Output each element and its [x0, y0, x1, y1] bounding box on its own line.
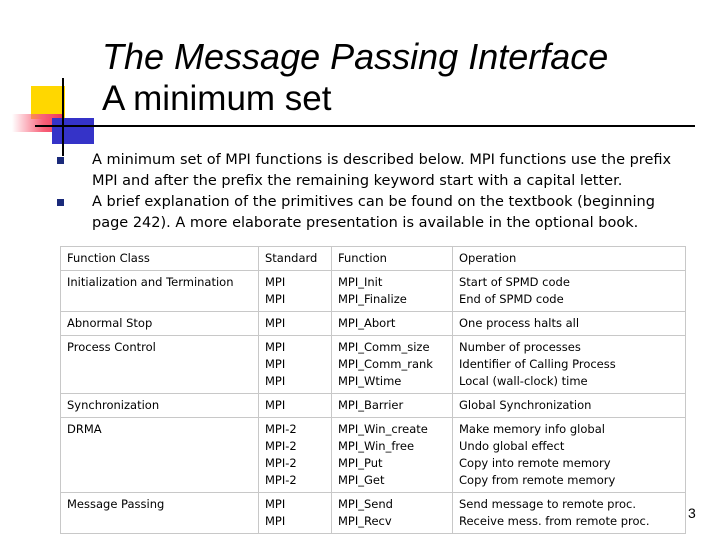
- cell-function-line: MPI_Barrier: [338, 398, 404, 412]
- cell-standard-line: MPI-2: [265, 473, 297, 487]
- table-row: [61, 312, 686, 336]
- cell-operation: [453, 394, 686, 418]
- cell-standard-line: MPI: [265, 340, 286, 354]
- cell-standard-line: MPI-2: [265, 456, 297, 470]
- cell-operation: [453, 418, 686, 493]
- cell-function: [332, 418, 453, 493]
- cell-function-class: Abnormal Stop: [61, 312, 259, 336]
- cell-standard: [259, 394, 332, 418]
- bullet-list: [56, 150, 676, 234]
- table-header-row: [61, 247, 686, 271]
- cell-operation-line: Copy from remote memory: [459, 473, 616, 487]
- cell-operation-line: Undo global effect: [459, 439, 565, 453]
- cell-standard-line: MPI-2: [265, 422, 297, 436]
- cell-standard: [259, 418, 332, 493]
- cell-function-line: MPI_Win_create: [338, 422, 428, 436]
- slide-title-line1: The Message Passing Interface: [102, 36, 609, 77]
- page-number: 3: [688, 505, 696, 521]
- cell-operation: [453, 336, 686, 394]
- bullet-square-icon: [57, 199, 64, 206]
- cell-function-line: MPI_Init: [338, 275, 383, 289]
- cell-operation: [453, 493, 686, 534]
- cell-standard-line: MPI: [265, 357, 286, 371]
- cell-standard: [259, 493, 332, 534]
- cell-operation: [453, 312, 686, 336]
- cell-function-line: MPI_Finalize: [338, 292, 407, 306]
- cell-function: [332, 493, 453, 534]
- cell-standard-line: MPI: [265, 316, 286, 330]
- table-row: [61, 271, 686, 312]
- bullet-item: [56, 192, 676, 234]
- table-row: [61, 493, 686, 534]
- cell-function: [332, 271, 453, 312]
- bullet-item: [56, 150, 676, 192]
- table-body: [61, 271, 686, 534]
- cell-standard: [259, 312, 332, 336]
- cell-function-line: MPI_Comm_size: [338, 340, 430, 354]
- cell-operation-line: One process halts all: [459, 316, 580, 330]
- cell-standard-line: MPI: [265, 292, 286, 306]
- cell-operation-line: End of SPMD code: [459, 292, 564, 306]
- slide-title-line2: A minimum set: [102, 79, 332, 118]
- mpi-functions-table: [60, 246, 686, 534]
- table-row: [61, 336, 686, 394]
- cell-operation-line: Start of SPMD code: [459, 275, 570, 289]
- header-function: Function: [332, 247, 453, 271]
- cell-operation-line: Local (wall-clock) time: [459, 374, 588, 388]
- cell-operation-line: Copy into remote memory: [459, 456, 611, 470]
- cell-function: [332, 312, 453, 336]
- cell-function-line: MPI_Get: [338, 473, 385, 487]
- bullet-text: A minimum set of MPI functions is described below. MPI functions use the prefix MPI and after the prefix the remaining keyword start with a capital letter.: [92, 152, 672, 189]
- cell-standard: [259, 336, 332, 394]
- cell-standard-line: MPI: [265, 398, 286, 412]
- cell-function: [332, 394, 453, 418]
- cell-operation-line: Make memory info global: [459, 422, 605, 436]
- cell-function-line: MPI_Abort: [338, 316, 396, 330]
- cell-function-class: Synchronization: [61, 394, 259, 418]
- title-divider-line: [35, 125, 695, 127]
- slide-title: [102, 36, 702, 120]
- cell-function-class: Initialization and Termination: [61, 271, 259, 312]
- cell-function-line: MPI_Wtime: [338, 374, 402, 388]
- cell-function-line: MPI_Recv: [338, 514, 392, 528]
- cell-operation-line: Identifier of Calling Process: [459, 357, 616, 371]
- cell-operation-line: Send message to remote proc.: [459, 497, 636, 511]
- cell-standard-line: MPI: [265, 275, 286, 289]
- cell-operation: [453, 271, 686, 312]
- cell-standard: [259, 271, 332, 312]
- header-standard: Standard: [259, 247, 332, 271]
- cell-standard-line: MPI: [265, 374, 286, 388]
- cell-function-class: Process Control: [61, 336, 259, 394]
- table-row: [61, 418, 686, 493]
- cell-operation-line: Receive mess. from remote proc.: [459, 514, 650, 528]
- cell-function: [332, 336, 453, 394]
- cell-function-line: MPI_Comm_rank: [338, 357, 433, 371]
- cell-operation-line: Number of processes: [459, 340, 581, 354]
- cell-standard-line: MPI: [265, 497, 286, 511]
- cell-function-class: Message Passing: [61, 493, 259, 534]
- cell-operation-line: Global Synchronization: [459, 398, 592, 412]
- table-row: [61, 394, 686, 418]
- bullet-text: A brief explanation of the primitives can be found on the textbook (beginning page 242). A more elaborate presentation is available in the optional book.: [92, 194, 655, 231]
- header-function-class: Function Class: [61, 247, 259, 271]
- bullet-square-icon: [57, 157, 64, 164]
- cell-standard-line: MPI-2: [265, 439, 297, 453]
- cell-standard-line: MPI: [265, 514, 286, 528]
- cell-function-line: MPI_Win_free: [338, 439, 415, 453]
- cell-function-line: MPI_Put: [338, 456, 383, 470]
- header-operation: Operation: [453, 247, 686, 271]
- decorative-vertical-line: [62, 78, 64, 156]
- cell-function-line: MPI_Send: [338, 497, 393, 511]
- decorative-blue-square: [52, 118, 94, 144]
- cell-function-class: DRMA: [61, 418, 259, 493]
